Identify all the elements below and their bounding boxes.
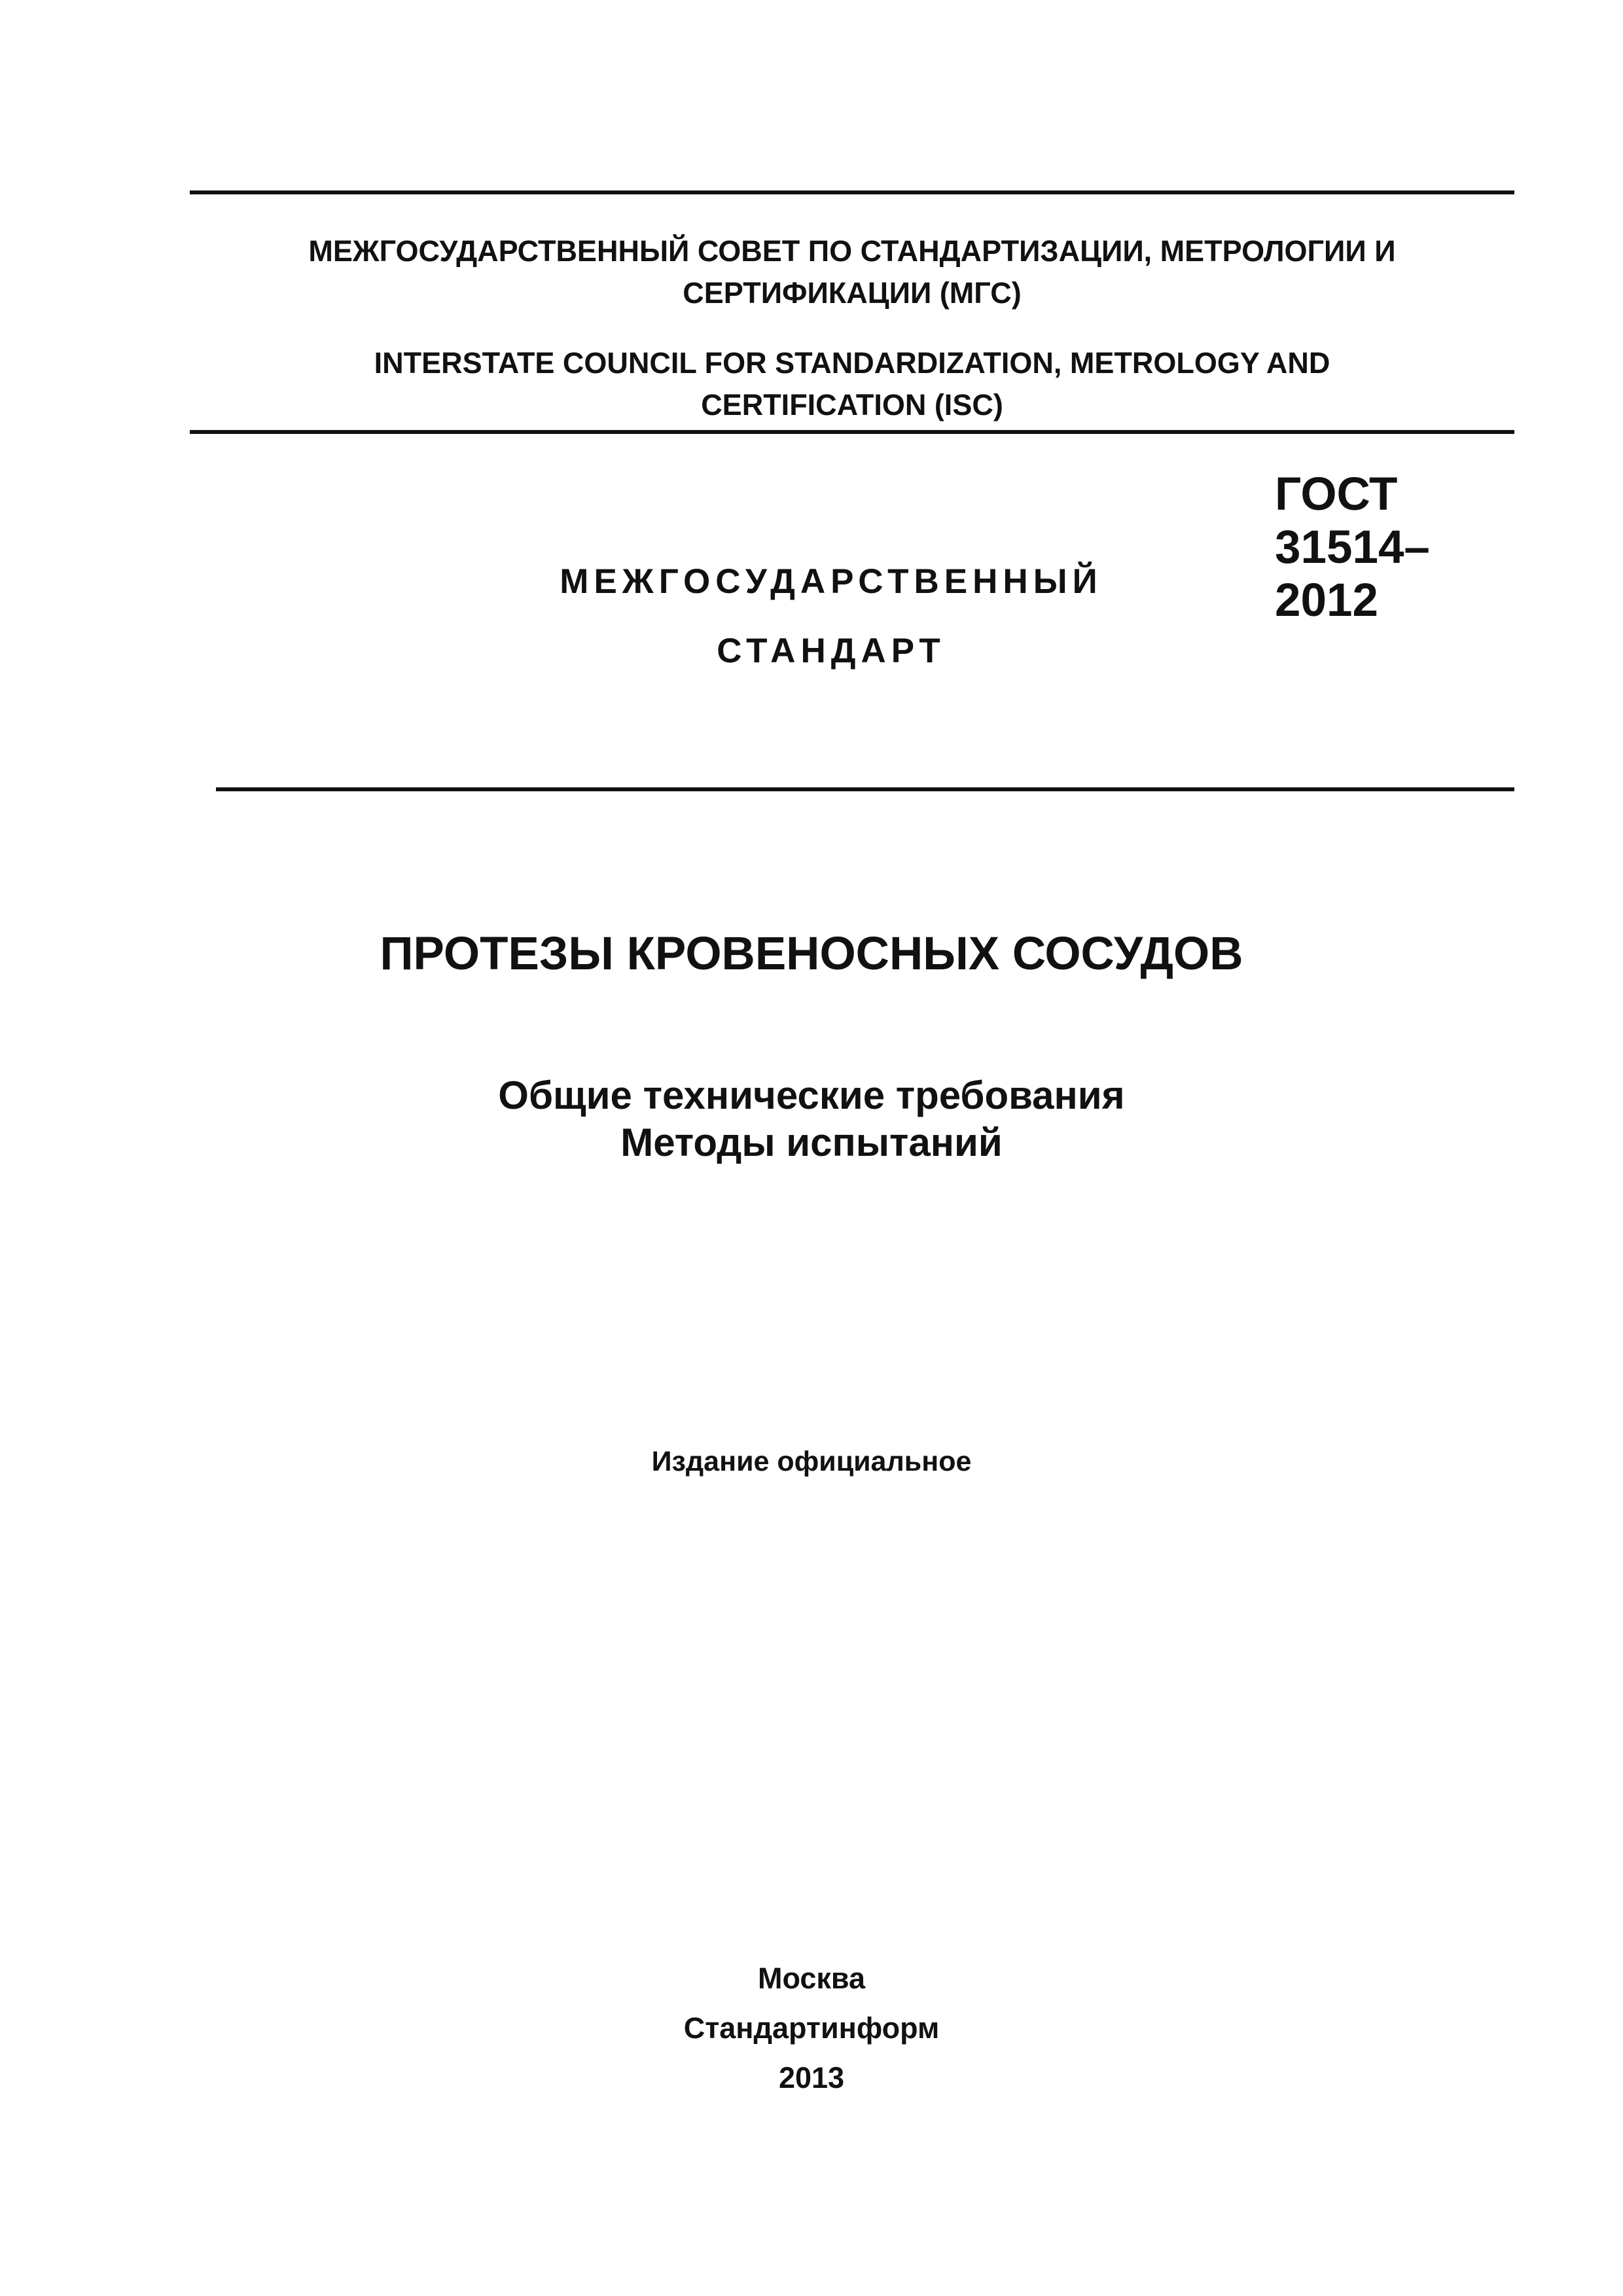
lower-rule [216, 787, 1514, 791]
subtitle-line-1: Общие технические требования [498, 1073, 1125, 1117]
subtitle-line-2: Методы испытаний [620, 1121, 1003, 1164]
imprint-city: Москва [757, 1962, 866, 1995]
council-name-en [190, 342, 1514, 426]
council-name-ru [190, 230, 1514, 314]
standard-type-line-1: МЕЖГОСУДАРСТВЕННЫЙ [560, 562, 1103, 601]
standard-designation [1275, 468, 1430, 627]
document-title: ПРОТЕЗЫ КРОВЕНОСНЫХ СОСУДОВ [380, 928, 1243, 980]
council-name-en-line-2: CERTIFICATION (ISC) [701, 388, 1003, 422]
document-subtitle [0, 1072, 1623, 1166]
imprint [0, 1954, 1623, 2103]
standard-code-line-2: 31514– [1275, 522, 1430, 573]
standard-code-line-1: ГОСТ [1275, 469, 1398, 520]
council-name-en-line-1: INTERSTATE COUNCIL FOR STANDARDIZATION, METROLOGY AND [374, 346, 1330, 380]
standard-type-label [484, 547, 1178, 686]
council-name-ru-line-1: МЕЖГОСУДАРСТВЕННЫЙ СОВЕТ ПО СТАНДАРТИЗАЦИИ, МЕТРОЛОГИИ И [308, 234, 1396, 268]
standard-code-line-3: 2012 [1275, 575, 1378, 626]
edition-note: Издание официальное [651, 1446, 972, 1477]
middle-rule [190, 430, 1514, 434]
top-rule [190, 190, 1514, 194]
imprint-publisher: Стандартинформ [683, 2011, 940, 2045]
council-name-ru-line-2: СЕРТИФИКАЦИИ (МГС) [683, 276, 1022, 310]
standard-type-line-2: СТАНДАРТ [717, 632, 946, 670]
imprint-year: 2013 [778, 2061, 845, 2094]
